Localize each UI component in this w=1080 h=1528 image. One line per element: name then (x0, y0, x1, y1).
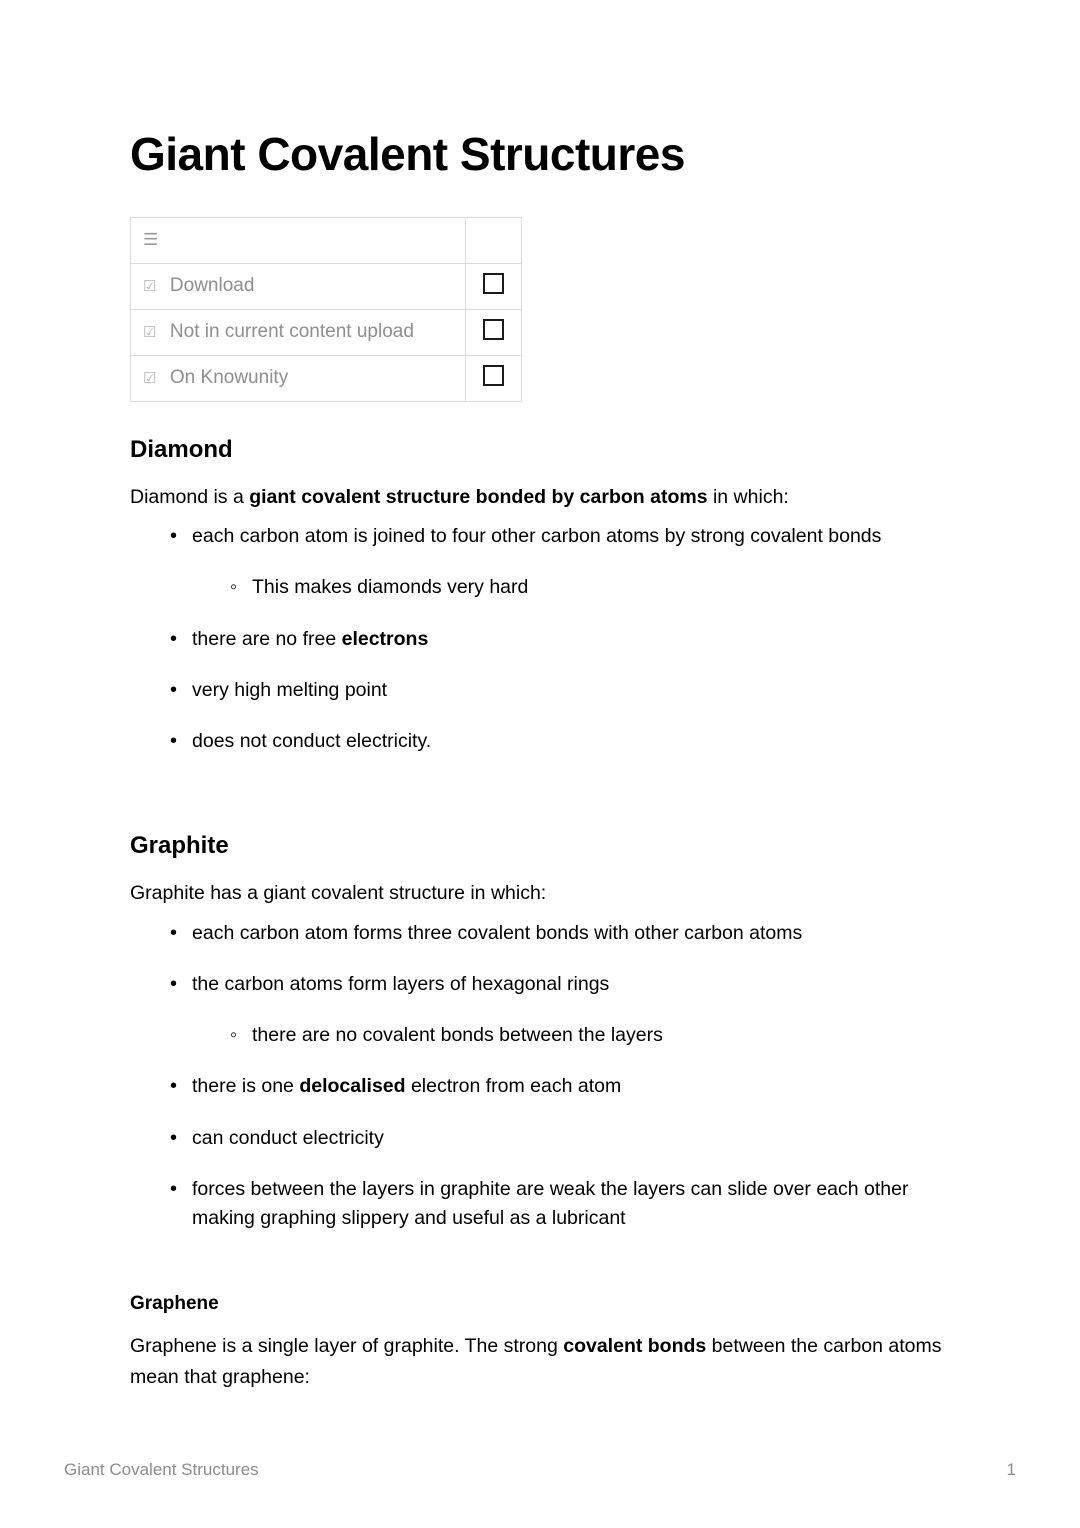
graphite-sub-list (192, 1021, 950, 1050)
section-heading-graphite: Graphite (130, 832, 229, 860)
graphene-intro-part-a: Graphene is a single layer of graphite. The strong (130, 1335, 564, 1358)
bullet-text-bold: electrons (341, 627, 429, 650)
diamond-intro-bold: giant covalent structure bonded by carbon atoms (249, 485, 708, 508)
table-row[interactable] (131, 355, 522, 401)
section-heading-graphene: Graphene (130, 1293, 219, 1315)
task-label-cell (131, 263, 466, 309)
task-checkbox-cell[interactable] (466, 309, 522, 355)
footer-title: Giant Covalent Structures (64, 1460, 259, 1479)
list-item (170, 970, 950, 1051)
table-header-cell (131, 217, 466, 263)
checkbox-checked-icon: ☑ (143, 370, 157, 388)
diamond-intro-part-b: in which: (707, 485, 789, 508)
page-title: Giant Covalent Structures (130, 128, 685, 180)
diamond-intro-part-a: Diamond is a (130, 485, 250, 508)
graphene-intro-bold: covalent bonds (563, 1335, 707, 1358)
bullet-text-part-a: there are no free (192, 627, 342, 650)
graphene-intro (130, 1331, 950, 1391)
task-label-cell (131, 309, 466, 355)
list-item (170, 522, 950, 603)
graphene-intro-part-b: between the carbon atoms mean that graphene: (130, 1335, 942, 1388)
section-spacer (130, 1255, 950, 1293)
bullet-text: each carbon atom forms three covalent bonds with other carbon atoms (192, 921, 803, 944)
list-item (230, 1021, 950, 1050)
list-icon: ☰ (143, 229, 159, 249)
list-item (170, 625, 950, 654)
sub-bullet-text: there are no covalent bonds between the layers (252, 1024, 663, 1047)
bullet-text: each carbon atom is joined to four other carbon atoms by strong covalent bonds (192, 525, 882, 548)
bullet-text: can conduct electricity (192, 1126, 384, 1149)
task-checklist-table (130, 217, 522, 402)
list-item (170, 727, 950, 756)
footer-page-number: 1 (1006, 1460, 1016, 1479)
task-label: Download (169, 275, 255, 297)
task-label-cell (131, 355, 466, 401)
bullet-text: the carbon atoms form layers of hexagonal rings (192, 972, 610, 995)
bullet-text: forces between the layers in graphite are weak the layers can slide over each other making graphing slippery and useful as a lubricant (192, 1177, 909, 1230)
section-heading-diamond: Diamond (130, 435, 233, 463)
diamond-intro (130, 482, 950, 512)
task-label: On Knowunity (169, 367, 289, 389)
checkbox-empty-icon[interactable] (483, 273, 504, 294)
list-item (170, 1124, 950, 1153)
bullet-text-bold: delocalised (299, 1075, 406, 1098)
table-row[interactable] (131, 309, 522, 355)
diamond-bullet-list (130, 522, 950, 756)
task-checkbox-cell[interactable] (466, 355, 522, 401)
list-item (170, 1072, 950, 1101)
checkbox-checked-icon: ☑ (143, 278, 157, 296)
page-footer (64, 1460, 1016, 1480)
task-label: Not in current content upload (169, 321, 414, 343)
bullet-text-part-a: there is one (192, 1075, 300, 1098)
task-checkbox-cell[interactable] (466, 263, 522, 309)
checkbox-empty-icon[interactable] (483, 365, 504, 386)
list-item (170, 1175, 950, 1234)
table-header-row (131, 217, 522, 263)
table-row[interactable] (131, 263, 522, 309)
bullet-text: very high melting point (192, 678, 388, 701)
graphite-bullet-list (130, 919, 950, 1234)
checkbox-checked-icon: ☑ (143, 324, 157, 342)
list-item (230, 573, 950, 602)
section-spacer (130, 778, 950, 832)
bullet-text-part-b: electron from each atom (405, 1075, 622, 1098)
diamond-sub-list (192, 573, 950, 602)
list-item (170, 919, 950, 948)
checkbox-empty-icon[interactable] (483, 319, 504, 340)
table-header-check-cell (466, 217, 522, 263)
list-item (170, 676, 950, 705)
graphite-intro: Graphite has a giant covalent structure in which: (130, 882, 547, 905)
sub-bullet-text: This makes diamonds very hard (252, 576, 529, 599)
bullet-text: does not conduct electricity. (192, 730, 432, 753)
